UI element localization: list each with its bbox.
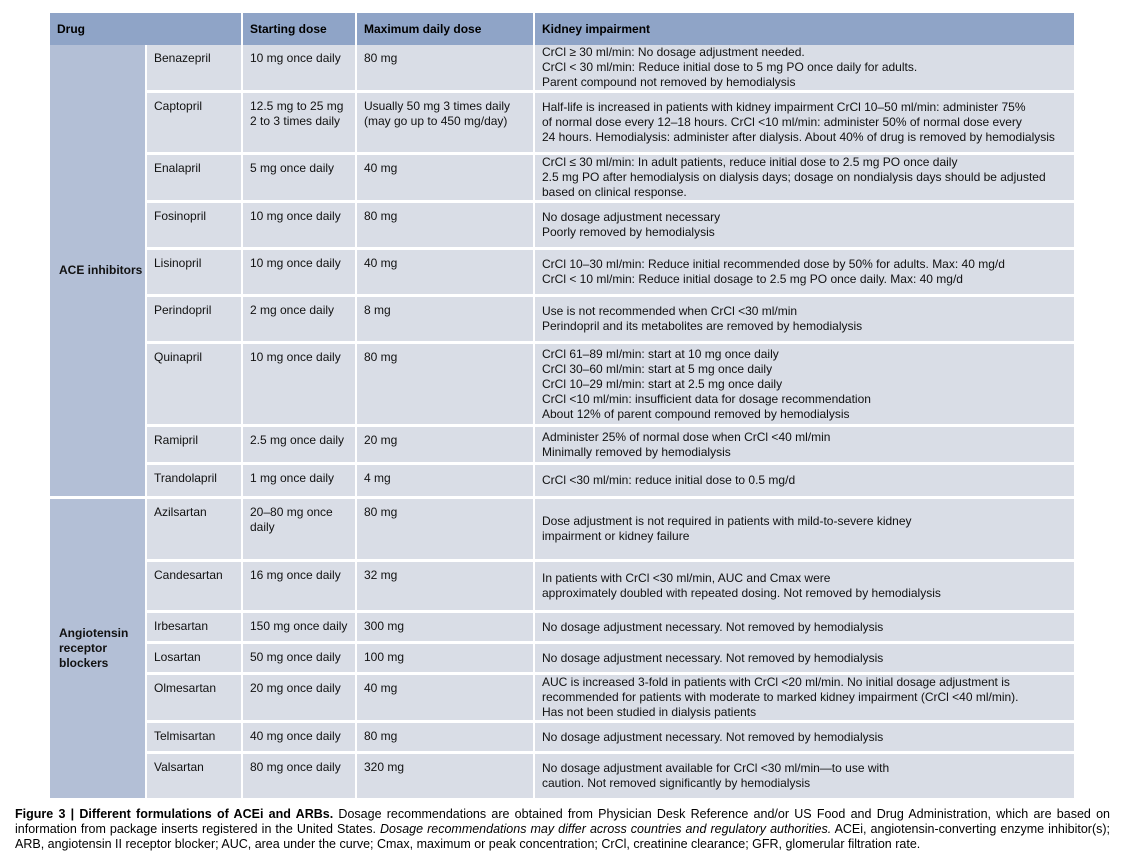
- starting-dose-cell: 10 mg once daily: [242, 45, 356, 92]
- maximum-dose-cell: 80 mg: [356, 722, 534, 753]
- starting-dose-cell: 20 mg once daily: [242, 674, 356, 722]
- kidney-impairment-cell: No dosage adjustment necessary. Not removed by hemodialysis: [534, 612, 1074, 643]
- drug-name-cell: Valsartan: [146, 753, 242, 800]
- kidney-impairment-cell: Use is not recommended when CrCl <30 ml/min Perindopril and its metabolites are removed by hemodialysis: [534, 296, 1074, 343]
- maximum-dose-cell: 40 mg: [356, 154, 534, 202]
- maximum-dose-cell: 4 mg: [356, 464, 534, 498]
- table-row: [50, 249, 1074, 296]
- maximum-dose-cell: 32 mg: [356, 561, 534, 612]
- header-drug: Drug: [50, 13, 242, 45]
- figure-caption: [15, 807, 1110, 852]
- maximum-dose-cell: 80 mg: [356, 498, 534, 561]
- drug-name-cell: Perindopril: [146, 296, 242, 343]
- header-maximum-daily-dose: Maximum daily dose: [356, 13, 534, 45]
- drug-name-cell: Benazepril: [146, 45, 242, 92]
- kidney-impairment-cell: No dosage adjustment available for CrCl <30 ml/min—to use with caution. Not removed significantly by hemodialysis: [534, 753, 1074, 800]
- starting-dose-cell: 1 mg once daily: [242, 464, 356, 498]
- caption-label: Figure 3 | Different formulations of ACEi and ARBs.: [15, 807, 334, 821]
- starting-dose-cell: 10 mg once daily: [242, 249, 356, 296]
- drug-name-cell: Telmisartan: [146, 722, 242, 753]
- starting-dose-cell: 50 mg once daily: [242, 643, 356, 674]
- drug-name-cell: Lisinopril: [146, 249, 242, 296]
- kidney-impairment-cell: CrCl <30 ml/min: reduce initial dose to 0.5 mg/d: [534, 464, 1074, 498]
- maximum-dose-cell: 40 mg: [356, 674, 534, 722]
- table-row: [50, 753, 1074, 800]
- kidney-impairment-cell: CrCl 10–30 ml/min: Reduce initial recommended dose by 50% for adults. Max: 40 mg/d CrCl < 10 ml/min: Reduce initial dosage to 2.5 mg PO once daily. Max: 40 mg/d: [534, 249, 1074, 296]
- header-kidney-impairment: Kidney impairment: [534, 13, 1074, 45]
- table-row: [50, 561, 1074, 612]
- table-row: [50, 612, 1074, 643]
- maximum-dose-cell: 40 mg: [356, 249, 534, 296]
- drug-name-cell: Captopril: [146, 92, 242, 154]
- kidney-impairment-cell: In patients with CrCl <30 ml/min, AUC and Cmax were approximately doubled with repeated dosing. Not removed by hemodialysis: [534, 561, 1074, 612]
- drug-name-cell: Candesartan: [146, 561, 242, 612]
- maximum-dose-cell: 100 mg: [356, 643, 534, 674]
- kidney-impairment-cell: AUC is increased 3-fold in patients with CrCl <20 ml/min. No initial dosage adjustment is recommended for patients with moderate to marked kidney impairment (CrCl <40 ml/min). Has not been studied in dialysis patients: [534, 674, 1074, 722]
- starting-dose-cell: 10 mg once daily: [242, 343, 356, 426]
- caption-italic-note: Dosage recommendations may differ across countries and regulatory authorities.: [379, 822, 832, 836]
- starting-dose-cell: 80 mg once daily: [242, 753, 356, 800]
- table-row: [50, 92, 1074, 154]
- starting-dose-cell: 20–80 mg once daily: [242, 498, 356, 561]
- maximum-dose-cell: 320 mg: [356, 753, 534, 800]
- kidney-impairment-cell: CrCl 61–89 ml/min: start at 10 mg once daily CrCl 30–60 ml/min: start at 5 mg once daily CrCl 10–29 ml/min: start at 2.5 mg once daily CrCl <10 ml/min: insufficient data for dosage recommendation About 12% of parent compound removed by hemodialysis: [534, 343, 1074, 426]
- drug-name-cell: Quinapril: [146, 343, 242, 426]
- kidney-impairment-cell: Dose adjustment is not required in patients with mild-to-severe kidney impairment or kidney failure: [534, 498, 1074, 561]
- drug-name-cell: Fosinopril: [146, 202, 242, 249]
- table-row: [50, 343, 1074, 426]
- caption-text-2: ACEi, angiotensin-converting enzyme inhibitor(s); ARB, angiotensin II receptor blocker; AUC, area under the curve; Cmax, maximum or peak concentration; CrCl, creatinine clearance; GFR, glomerular filtration rate.: [15, 822, 1110, 851]
- kidney-impairment-cell: Administer 25% of normal dose when CrCl <40 ml/min Minimally removed by hemodialysis: [534, 426, 1074, 464]
- maximum-dose-cell: 80 mg: [356, 45, 534, 92]
- starting-dose-cell: 12.5 mg to 25 mg 2 to 3 times daily: [242, 92, 356, 154]
- maximum-dose-cell: 8 mg: [356, 296, 534, 343]
- drug-name-cell: Trandolapril: [146, 464, 242, 498]
- starting-dose-cell: 150 mg once daily: [242, 612, 356, 643]
- kidney-impairment-cell: No dosage adjustment necessary. Not removed by hemodialysis: [534, 643, 1074, 674]
- maximum-dose-cell: 300 mg: [356, 612, 534, 643]
- drug-name-cell: Olmesartan: [146, 674, 242, 722]
- starting-dose-cell: 40 mg once daily: [242, 722, 356, 753]
- maximum-dose-cell: Usually 50 mg 3 times daily (may go up to 450 mg/day): [356, 92, 534, 154]
- maximum-dose-cell: 80 mg: [356, 343, 534, 426]
- drug-class-cell: Angiotensin receptor blockers: [50, 498, 146, 800]
- table-row: [50, 643, 1074, 674]
- table-row: [50, 722, 1074, 753]
- table-row: [50, 464, 1074, 498]
- drug-name-cell: Ramipril: [146, 426, 242, 464]
- kidney-impairment-cell: No dosage adjustment necessary. Not removed by hemodialysis: [534, 722, 1074, 753]
- kidney-impairment-cell: Half-life is increased in patients with kidney impairment CrCl 10–50 ml/min: administer 75% of normal dose every 12–18 hours. CrCl <10 ml/min: administer 50% of normal dose every 24 hours. Hemodialysis: administer after dialysis. About 40% of drug is removed by hemodialysis: [534, 92, 1074, 154]
- table-row: [50, 154, 1074, 202]
- drug-name-cell: Losartan: [146, 643, 242, 674]
- drug-dosage-table: [50, 13, 1074, 801]
- kidney-impairment-cell: CrCl ≥ 30 ml/min: No dosage adjustment needed. CrCl < 30 ml/min: Reduce initial dose to 5 mg PO once daily for adults. Parent compound not removed by hemodialysis: [534, 45, 1074, 92]
- kidney-impairment-cell: CrCl ≤ 30 ml/min: In adult patients, reduce initial dose to 2.5 mg PO once daily 2.5 mg PO after hemodialysis on dialysis days; dosage on nondialysis days should be adjusted based on clinical response.: [534, 154, 1074, 202]
- kidney-impairment-cell: No dosage adjustment necessary Poorly removed by hemodialysis: [534, 202, 1074, 249]
- table-row: [50, 202, 1074, 249]
- table-header-row: [50, 13, 1074, 45]
- drug-name-cell: Irbesartan: [146, 612, 242, 643]
- drug-name-cell: Enalapril: [146, 154, 242, 202]
- maximum-dose-cell: 80 mg: [356, 202, 534, 249]
- table-row: [50, 45, 1074, 92]
- table-row: [50, 296, 1074, 343]
- maximum-dose-cell: 20 mg: [356, 426, 534, 464]
- table-row: [50, 498, 1074, 561]
- table-row: [50, 426, 1074, 464]
- starting-dose-cell: 2.5 mg once daily: [242, 426, 356, 464]
- drug-name-cell: Azilsartan: [146, 498, 242, 561]
- header-starting-dose: Starting dose: [242, 13, 356, 45]
- starting-dose-cell: 5 mg once daily: [242, 154, 356, 202]
- starting-dose-cell: 2 mg once daily: [242, 296, 356, 343]
- starting-dose-cell: 16 mg once daily: [242, 561, 356, 612]
- drug-class-cell: ACE inhibitors: [50, 45, 146, 498]
- starting-dose-cell: 10 mg once daily: [242, 202, 356, 249]
- table-row: [50, 674, 1074, 722]
- caption-text-1: Dosage recommendations are obtained from Physician Desk Reference and/or US Food and Drug Administration, which are based on information from package inserts registered in the United States.: [15, 807, 1110, 836]
